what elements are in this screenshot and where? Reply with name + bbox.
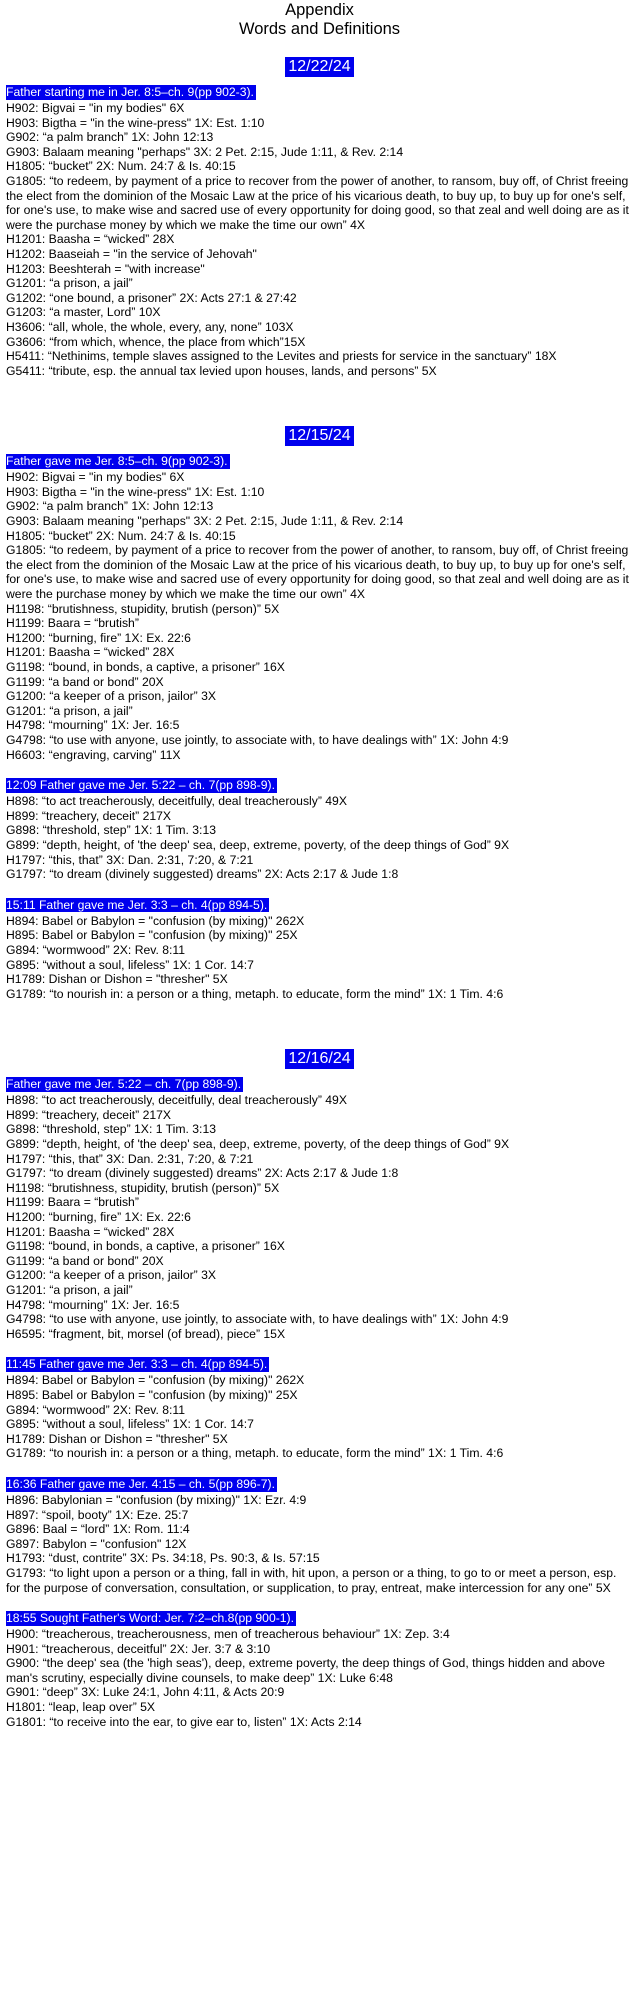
definition-entry: G894: “wormwood” 2X: Rev. 8:11 (6, 1402, 186, 1417)
reading-heading: 16:36 Father gave me Jer. 4:15 – ch. 5(pp 896-7). (6, 1476, 275, 1491)
reading-group (6, 896, 633, 1002)
day-section (6, 1049, 633, 1729)
definition-entry: G1202: “one bound, a prisoner” 2X: Acts 27:1 & 27:42 (6, 290, 297, 305)
definition-entry: G894: “wormwood” 2X: Rev. 8:11 (6, 942, 186, 957)
definition-entry: G896: Baal = “lord” 1X: Rom. 11:4 (6, 1522, 190, 1537)
definition-entry: H1201: Baasha = “wicked” 28X (6, 1224, 175, 1239)
definition-entry: G1789: “to nourish in: a person or a thing, metaph. to educate, form the mind” 1X: 1 Tim. 4:6 (6, 986, 504, 1001)
definition-entry: H1200: “burning, fire” 1X: Ex. 22:6 (6, 630, 191, 645)
definition-entry: H903: Bigtha = "in the wine-press" 1X: Est. 1:10 (6, 484, 265, 499)
definition-entry: H1789: Dishan or Dishon = "thresher" 5X (6, 972, 228, 987)
definition-entry: G901: “deep” 3X: Luke 24:1, John 4:11, & Acts 20:9 (6, 1685, 285, 1700)
definition-entry: H898: “to act treacherously, deceitfully, deal treacherously” 49X (6, 1093, 347, 1108)
definition-entry: G899: “depth, height, of 'the deep' sea, deep, extreme, poverty, of the deep things of God” 9X (6, 1137, 510, 1152)
definition-entry: G902: “a palm branch” 1X: John 12:13 (6, 499, 214, 514)
definition-entry: G895: “without a soul, lifeless” 1X: 1 Cor. 14:7 (6, 957, 254, 972)
definition-entry: H5411: “Nethinims, temple slaves assigned to the Levites and priests for service in the sanctuary” 18X (6, 349, 557, 364)
definition-entry: G902: “a palm branch” 1X: John 12:13 (6, 130, 214, 145)
definition-entry: H1797: “this, that” 3X: Dan. 2:31, 7:20, & 7:21 (6, 1151, 254, 1166)
date-heading-row (6, 1049, 633, 1069)
definition-entry: G1201: “a prison, a jail” (6, 1283, 133, 1297)
definition-entry: G1200: “a keeper of a prison, jailor” 3X (6, 1268, 217, 1283)
definition-list (6, 1493, 633, 1595)
definition-entry: G1789: “to nourish in: a person or a thing, metaph. to educate, form the mind” 1X: 1 Tim. 4:6 (6, 1446, 504, 1461)
date-heading: 12/15/24 (285, 426, 353, 446)
definition-entry: G1797: “to dream (divinely suggested) dreams” 2X: Acts 2:17 & Jude 1:8 (6, 867, 399, 882)
definition-entry: H899: “treachery, deceit” 217X (6, 1107, 172, 1122)
definition-list (6, 914, 633, 1002)
definition-entry: H903: Bigtha = "in the wine-press" 1X: Est. 1:10 (6, 115, 265, 130)
definition-entry: H4798: “mourning” 1X: Jer. 16:5 (6, 1297, 180, 1312)
definition-entry: H1199: Baara = “brutish” (6, 616, 139, 631)
page-subtitle: Words and Definitions (238, 20, 401, 38)
definition-entry: H894: Babel or Babylon = "confusion (by mixing)" 262X (6, 913, 305, 928)
title-block (6, 0, 633, 39)
day-section (6, 57, 633, 378)
definition-entry: H1198: “brutishness, stupidity, brutish (person)” 5X (6, 601, 280, 616)
definition-entry: G4798: “to use with anyone, use jointly, to associate with, to have dealings with” 1X: John 4:9 (6, 732, 509, 747)
reading-heading: 15:11 Father gave me Jer. 3:3 – ch. 4(pp 894-5). (6, 897, 268, 912)
definition-entry: H1801: “leap, leap over” 5X (6, 1700, 156, 1715)
definition-entry: H902: Bigvai = "in my bodies" 6X (6, 470, 185, 485)
definition-entry: G903: Balaam meaning "perhaps" 3X: 2 Pet. 2:15, Jude 1:11, & Rev. 2:14 (6, 514, 404, 529)
reading-group (6, 83, 633, 378)
definition-entry: G1805: “to redeem, by payment of a price to recover from the power of another, to ransom, buy off, of Christ freeing the elect from the dominion of the Mosaic Law at the price of his vicarious death, to buy up, to buy up for one's self, for one's use, to make wise and sacred use of every opportunity for doing good, so that zeal and well doing are as it were the purchase money by which we make the time our own” 4X (6, 543, 629, 602)
definition-entry: G899: “depth, height, of 'the deep' sea, deep, extreme, poverty, of the deep things of God” 9X (6, 837, 510, 852)
definition-entry: H1199: Baara = “brutish” (6, 1195, 139, 1210)
days-container (6, 57, 633, 1729)
date-heading: 12/16/24 (285, 1049, 353, 1069)
definition-entry: H1805: “bucket” 2X: Num. 24:7 & Is. 40:15 (6, 528, 236, 543)
definition-entry: H895: Babel or Babylon = "confusion (by mixing)" 25X (6, 1387, 298, 1402)
definition-entry: H1789: Dishan or Dishon = "thresher" 5X (6, 1431, 228, 1446)
definition-entry: G1199: “a band or bond” 20X (6, 1253, 164, 1268)
definition-entry: H1201: Baasha = “wicked” 28X (6, 232, 175, 247)
definition-entry: G1200: “a keeper of a prison, jailor” 3X (6, 689, 217, 704)
definition-entry: H900: “treacherous, treacherousness, men of treacherous behaviour” 1X: Zep. 3:4 (6, 1627, 450, 1642)
definition-entry: H1202: Baaseiah = "in the service of Jehovah" (6, 246, 257, 261)
definition-entry: G1201: “a prison, a jail” (6, 276, 133, 291)
definition-list (6, 1093, 633, 1341)
definition-entry: G5411: “tribute, esp. the annual tax levied upon houses, lands, and persons” 5X (6, 363, 437, 378)
definition-entry: H4798: “mourning” 1X: Jer. 16:5 (6, 718, 180, 733)
definition-entry: H6595: “fragment, bit, morsel (of bread), piece” 15X (6, 1326, 286, 1341)
reading-group (6, 776, 633, 882)
reading-heading: 12:09 Father gave me Jer. 5:22 – ch. 7(pp 898-9). (6, 778, 275, 793)
definition-list (6, 101, 633, 378)
definition-entry: G1801: “to receive into the ear, to give ear to, listen” 1X: Acts 2:14 (6, 1714, 362, 1729)
definition-entry: H1200: “burning, fire” 1X: Ex. 22:6 (6, 1210, 191, 1225)
definition-entry: H1797: “this, that” 3X: Dan. 2:31, 7:20, & 7:21 (6, 852, 254, 867)
definition-entry: G900: “the deep' sea (the 'high seas'), deep, extreme poverty, the deep things of God, things hidden and above man's scrutiny, especially divine counsels, to make deep” 1X: Luke 6:48 (6, 1656, 605, 1685)
definition-entry: H902: Bigvai = "in my bodies" 6X (6, 101, 185, 115)
definition-list (6, 794, 633, 882)
definition-entry: G1201: “a prison, a jail” (6, 703, 133, 718)
definition-entry: G1797: “to dream (divinely suggested) dreams” 2X: Acts 2:17 & Jude 1:8 (6, 1166, 399, 1181)
reading-group (6, 1475, 633, 1595)
reading-group (6, 1075, 633, 1341)
definition-entry: G1805: “to redeem, by payment of a price to recover from the power of another, to ransom, buy off, of Christ freeing the elect from the dominion of the Mosaic Law at the price of his vicarious death, to buy up, to buy up for one's self, for one's use, to make wise and sacred use of every opportunity for doing good, so that zeal and well doing are as it were the purchase money by which we make the time our own” 4X (6, 173, 629, 232)
reading-heading: Father gave me Jer. 8:5–ch. 9(pp 902-3). (6, 454, 228, 469)
definition-entry: H897: “spoil, booty” 1X: Eze. 25:7 (6, 1507, 189, 1522)
definition-entry: G3606: “from which, whence, the place from which”15X (6, 334, 306, 349)
definition-entry: G1203: “a master, Lord” 10X (6, 305, 161, 320)
definition-entry: H894: Babel or Babylon = "confusion (by mixing)" 262X (6, 1373, 305, 1388)
reading-heading: 11:45 Father gave me Jer. 3:3 – ch. 4(pp 894-5). (6, 1357, 268, 1372)
definition-entry: H898: “to act treacherously, deceitfully, deal treacherously” 49X (6, 794, 347, 809)
definition-entry: H1805: “bucket” 2X: Num. 24:7 & Is. 40:15 (6, 159, 236, 174)
definition-entry: H901: “treacherous, deceitful” 2X: Jer. 3:7 & 3:10 (6, 1641, 271, 1656)
definition-entry: H1201: Baasha = “wicked” 28X (6, 645, 175, 660)
definition-entry: G898: “threshold, step” 1X: 1 Tim. 3:13 (6, 823, 217, 838)
day-section (6, 426, 633, 1001)
definition-entry: G898: “threshold, step” 1X: 1 Tim. 3:13 (6, 1122, 217, 1137)
definition-entry: G895: “without a soul, lifeless” 1X: 1 Cor. 14:7 (6, 1417, 254, 1432)
definition-entry: H896: Babylonian = "confusion (by mixing)" 1X: Ezr. 4:9 (6, 1492, 307, 1507)
definition-entry: G1198: “bound, in bonds, a captive, a prisoner” 16X (6, 660, 285, 674)
definition-entry: G4798: “to use with anyone, use jointly, to associate with, to have dealings with” 1X: John 4:9 (6, 1312, 509, 1327)
definition-entry: H1793: “dust, contrite” 3X: Ps. 34:18, Ps. 90:3, & Is. 57:15 (6, 1551, 320, 1566)
definition-entry: G903: Balaam meaning "perhaps" 3X: 2 Pet. 2:15, Jude 1:11, & Rev. 2:14 (6, 144, 404, 159)
definition-list (6, 470, 633, 762)
reading-group (6, 1355, 633, 1461)
reading-heading: Father gave me Jer. 5:22 – ch. 7(pp 898-9). (6, 1077, 242, 1092)
date-heading: 12/22/24 (285, 57, 353, 77)
definition-list (6, 1627, 633, 1729)
definition-entry: H6603: “engraving, carving” 11X (6, 747, 181, 762)
definition-entry: G897: Babylon = "confusion" 12X (6, 1536, 187, 1551)
page-title: Appendix (285, 1, 354, 19)
date-heading-row (6, 426, 633, 446)
reading-group (6, 1609, 633, 1729)
definition-entry: H3606: “all, whole, the whole, every, any, none” 103X (6, 319, 294, 334)
definition-entry: H1198: “brutishness, stupidity, brutish (person)” 5X (6, 1180, 280, 1195)
reading-heading: 18:55 Sought Father's Word: Jer. 7:2–ch.8(pp 900-1). (6, 1611, 295, 1626)
definition-list (6, 1373, 633, 1461)
date-heading-row (6, 57, 633, 77)
definition-entry: H899: “treachery, deceit” 217X (6, 808, 172, 823)
reading-heading: Father starting me in Jer. 8:5–ch. 9(pp 902-3). (6, 85, 254, 99)
definition-entry: H895: Babel or Babylon = "confusion (by mixing)" 25X (6, 928, 298, 943)
definition-entry: G1198: “bound, in bonds, a captive, a prisoner” 16X (6, 1239, 285, 1254)
definition-entry: G1199: “a band or bond” 20X (6, 674, 164, 689)
definition-entry: H1203: Beeshterah = "with increase" (6, 261, 205, 276)
reading-group (6, 452, 633, 762)
definition-entry: G1793: “to light upon a person or a thing, fall in with, hit upon, a person or a thing, to go to or meet a person, esp. for the purpose of conversation, consultation, or supplication, to pray, entreat, make intercession for any one” 5X (6, 1565, 617, 1595)
